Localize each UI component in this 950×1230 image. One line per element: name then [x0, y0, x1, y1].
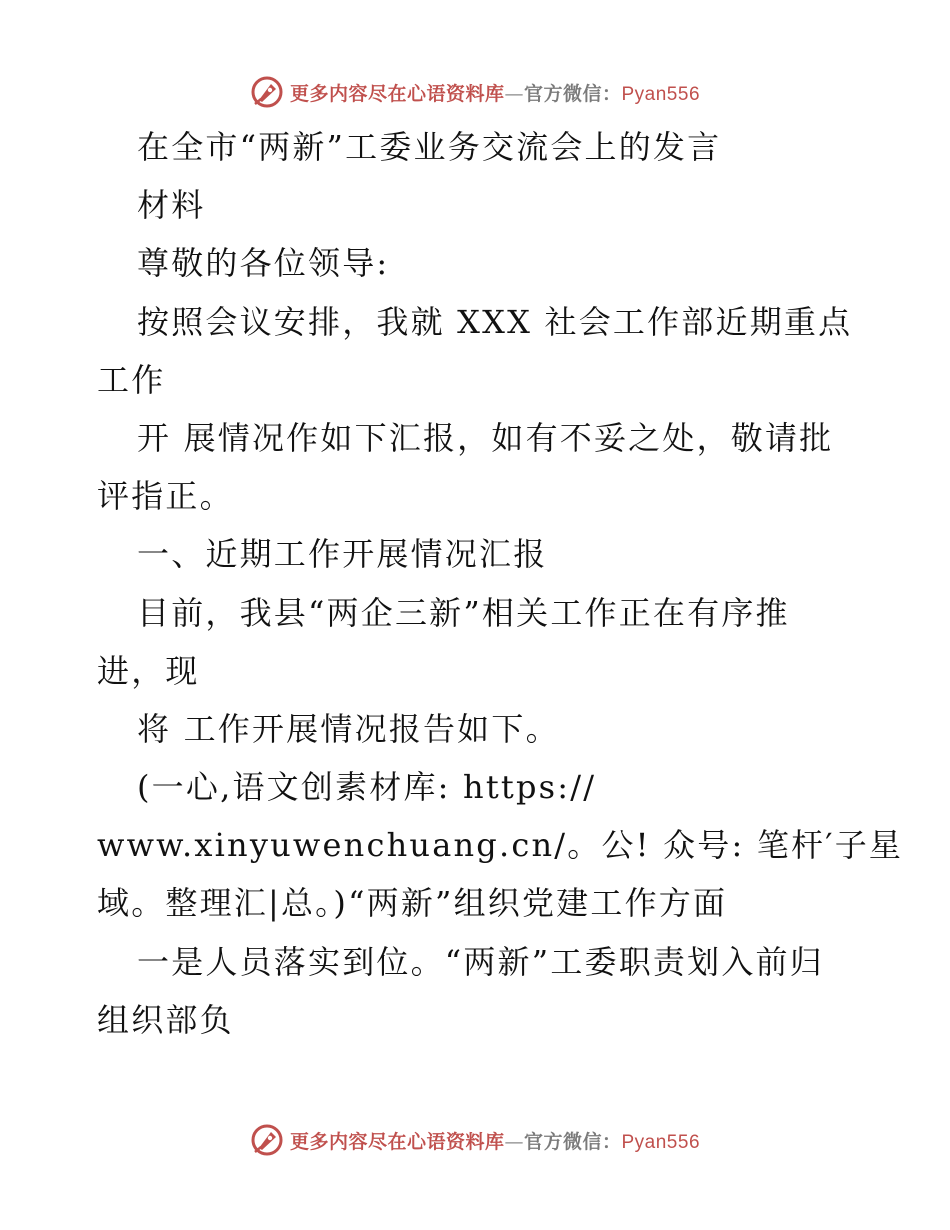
paragraph-line: 目前，我县“两企三新”相关工作正在有序推	[137, 593, 790, 632]
paragraph-line: 组织部负	[97, 1000, 234, 1039]
paragraph-line: 将 工作开展情况报告如下。	[137, 709, 560, 748]
footer-dash: —	[504, 1130, 524, 1153]
footer-banner	[0, 1120, 950, 1160]
footer-banner-text	[290, 1127, 700, 1154]
header-brand-text: 更多内容尽在心语资料库	[289, 82, 505, 105]
header-dash: —	[504, 82, 524, 105]
header-banner-text	[290, 79, 700, 106]
header-wechat-label: 官方微信：	[523, 82, 622, 105]
paragraph-line: 进，现	[97, 651, 200, 690]
salutation: 尊敬的各位领导:	[137, 244, 390, 283]
paragraph-line: 开 展情况作如下汇报，如有不妥之处，敬请批	[137, 418, 834, 457]
paragraph-line: 工作	[97, 360, 166, 399]
title-line-2: 材料	[137, 186, 206, 225]
paragraph-line: www.xinyuwenchuang.cn/。公! 众号: 笔杆′子星	[97, 826, 904, 865]
footer-brand-text: 更多内容尽在心语资料库	[289, 1130, 505, 1153]
footer-wechat-id: Pyan556	[621, 1131, 701, 1153]
pen-nib-logo-icon	[250, 75, 284, 109]
title-line-1: 在全市“两新”工委业务交流会上的发言	[137, 128, 722, 166]
pen-nib-logo-icon	[250, 1123, 284, 1157]
footer-wechat-label: 官方微信：	[523, 1130, 622, 1153]
paragraph-line: 评指正。	[97, 477, 234, 516]
header-wechat-id: Pyan556	[621, 83, 701, 105]
header-banner	[0, 72, 950, 112]
paragraph-line: 按照会议安排，我就 XXX 社会工作部近期重点	[137, 302, 853, 341]
section-heading: 一、近期工作开展情况汇报	[137, 535, 548, 574]
paragraph-line: (一心,语文创素材库: https://	[137, 768, 597, 807]
paragraph-line: 域。整理汇|总。)“两新”组织党建工作方面	[97, 884, 728, 923]
paragraph-line: 一是人员落实到位。“两新”工委职责划入前归	[137, 942, 824, 981]
document-body	[97, 118, 904, 1049]
